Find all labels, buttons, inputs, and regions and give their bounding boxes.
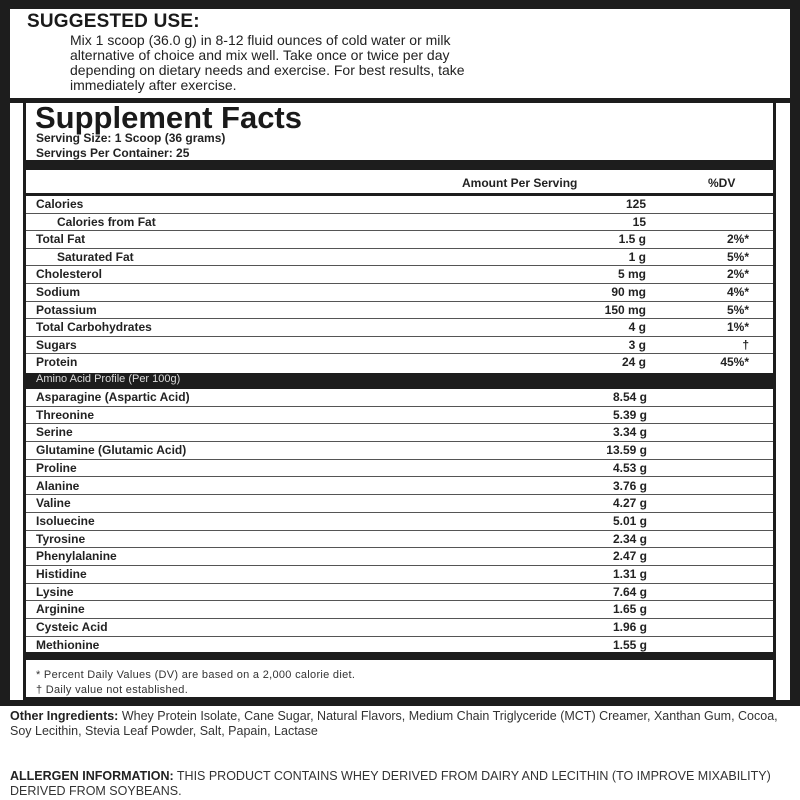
amino-name: Proline — [36, 460, 77, 475]
nutrient-dv: 2%* — [726, 232, 749, 247]
nutrient-name: Calories — [36, 197, 84, 211]
amino-amount: 2.34 g — [612, 531, 647, 546]
amino-amount: 4.53 g — [612, 460, 647, 475]
amino-amount: 5.01 g — [612, 513, 647, 528]
amino-row — [26, 548, 773, 566]
amino-amount: 1.55 g — [612, 637, 647, 652]
nutrient-amount: 90 mg — [611, 285, 646, 299]
nutrient-dv: † — [742, 337, 749, 352]
allergen-text: THIS PRODUCT CONTAINS WHEY DERIVED FROM DAIRY AND LECITHIN (TO IMPROVE MIXABILITY) DERIVED FROM SOYBEANS. — [10, 769, 771, 798]
nutrient-name: Protein — [36, 355, 78, 370]
nutrient-row — [26, 284, 773, 302]
amino-name: Threonine — [36, 407, 95, 422]
nutrient-name: Cholesterol — [36, 267, 103, 282]
nutrient-name: Saturated Fat — [57, 249, 134, 264]
nutrient-name: Sodium — [36, 285, 80, 299]
allergen-information — [10, 769, 800, 799]
amino-name: Alanine — [36, 478, 80, 493]
amino-row — [26, 460, 773, 478]
amino-name: Serine — [36, 425, 73, 440]
nutrient-name: Total Fat — [36, 232, 86, 247]
amino-amount: 1.96 g — [612, 620, 647, 635]
nutrient-dv: 5%* — [726, 302, 749, 317]
nutrient-row — [26, 266, 773, 284]
amino-amount: 2.47 g — [612, 549, 647, 564]
amino-row — [26, 513, 773, 531]
amino-row — [26, 584, 773, 602]
amount-per-serving-header: Amount Per Serving — [462, 176, 578, 190]
amino-amount: 8.54 g — [612, 390, 647, 404]
amino-name: Cysteic Acid — [36, 620, 108, 635]
amino-row — [26, 566, 773, 584]
amino-row — [26, 442, 773, 460]
top-border — [0, 0, 800, 9]
amino-row — [26, 619, 773, 637]
nutrient-amount: 1 g — [628, 249, 646, 264]
nutrient-dv: 1%* — [726, 320, 749, 335]
supplement-facts-title: Supplement Facts — [35, 100, 302, 135]
amino-amount: 5.39 g — [612, 407, 647, 422]
amino-name: Glutamine (Glutamic Acid) — [36, 443, 187, 458]
allergen-label: ALLERGEN INFORMATION: — [10, 769, 174, 783]
amino-name: Valine — [36, 496, 71, 511]
nutrient-row — [26, 337, 773, 355]
bottom-border — [0, 700, 800, 706]
footnote-divider — [26, 652, 773, 660]
nutrient-row — [26, 214, 773, 232]
nutrient-row — [26, 319, 773, 337]
serving-size: Serving Size: 1 Scoop (36 grams) — [36, 131, 226, 145]
amino-amount: 3.76 g — [612, 478, 647, 493]
amino-name: Asparagine (Aspartic Acid) — [36, 390, 190, 404]
footnote-dv: * Percent Daily Values (DV) are based on a 2,000 calorie diet. — [36, 669, 356, 681]
nutrient-row — [26, 302, 773, 320]
amino-row — [26, 531, 773, 549]
dv-header: %DV — [708, 176, 736, 190]
nutrient-dv: 2%* — [726, 267, 749, 282]
nutrient-dv: 4%* — [726, 285, 749, 299]
nutrient-amount: 4 g — [628, 320, 646, 335]
amino-row — [26, 389, 773, 407]
amino-amount: 4.27 g — [612, 496, 647, 511]
amino-name: Histidine — [36, 567, 87, 581]
nutrient-amount: 5 mg — [617, 267, 646, 282]
nutrient-amount: 24 g — [621, 355, 646, 370]
amino-amount: 1.31 g — [612, 567, 647, 581]
amino-row — [26, 424, 773, 442]
amino-amount: 7.64 g — [612, 584, 647, 599]
nutrient-dv: 5%* — [726, 249, 749, 264]
nutrient-amount: 150 mg — [604, 302, 646, 317]
thick-divider — [26, 160, 773, 170]
amino-amount: 3.34 g — [612, 425, 647, 440]
amino-name: Lysine — [36, 584, 74, 599]
suggested-use-text: Mix 1 scoop (36.0 g) in 8-12 fluid ounces of cold water or milk alternative of choice and mix well. Take once or twice per day depending on dietary needs and exercise. For best results, take immediately after exercise. — [70, 32, 465, 93]
right-border — [790, 0, 800, 706]
amino-name: Arginine — [36, 602, 85, 617]
nutrient-amount: 1.5 g — [618, 232, 646, 247]
amino-name: Phenylalanine — [36, 549, 117, 564]
nutrient-name: Calories from Fat — [57, 214, 156, 229]
servings-per-container: Servings Per Container: 25 — [36, 146, 190, 160]
nutrient-row — [26, 231, 773, 249]
amino-row — [26, 495, 773, 513]
nutrient-name: Total Carbohydrates — [36, 320, 152, 335]
nutrient-name: Potassium — [36, 302, 97, 317]
amino-row — [26, 478, 773, 496]
nutrient-amount: 15 — [632, 214, 646, 229]
footnote-dagger: † Daily value not established. — [36, 684, 189, 696]
other-ingredients-text: Whey Protein Isolate, Cane Sugar, Natural Flavors, Medium Chain Triglyceride (MCT) Creamer, Xanthan Gum, Cocoa, Soy Lecithin, Stevia Leaf Powder, Salt, Papain, Lactase — [10, 709, 778, 738]
amino-name: Tyrosine — [36, 531, 86, 546]
amino-amount: 1.65 g — [612, 602, 647, 617]
nutrient-row — [26, 196, 773, 214]
left-border — [0, 0, 10, 706]
amino-row — [26, 407, 773, 425]
nutrient-row — [26, 354, 773, 372]
amino-row — [26, 601, 773, 619]
amino-acid-profile-label: Amino Acid Profile (Per 100g) — [36, 373, 181, 385]
amino-amount: 13.59 g — [606, 443, 647, 458]
nutrient-name: Sugars — [36, 337, 77, 352]
nutrient-row — [26, 249, 773, 267]
nutrient-dv: 45%* — [720, 355, 749, 370]
amino-name: Isoluecine — [36, 513, 95, 528]
suggested-use-heading: SUGGESTED USE: — [27, 11, 200, 32]
nutrient-amount: 125 — [625, 197, 646, 211]
other-ingredients-label: Other Ingredients: — [10, 709, 119, 723]
nutrient-amount: 3 g — [628, 337, 646, 352]
amino-name: Methionine — [36, 637, 100, 652]
other-ingredients — [10, 709, 790, 739]
